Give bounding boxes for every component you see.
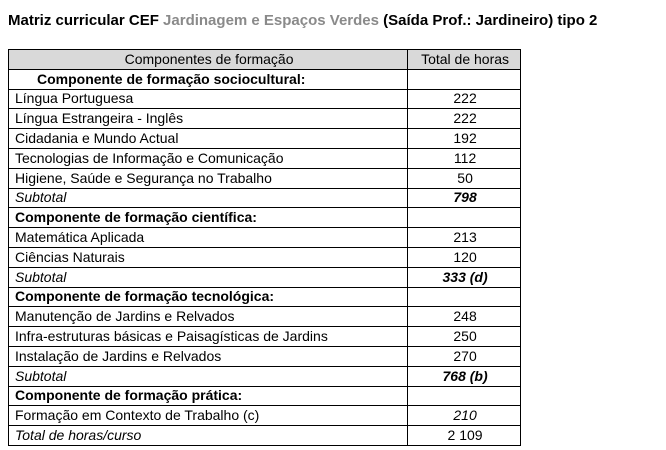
section-title: Componente de formação tecnológica: bbox=[9, 287, 408, 307]
table-row bbox=[9, 327, 521, 347]
subject-name: Instalação de Jardins e Relvados bbox=[9, 346, 408, 366]
subtotal-value: 768 (b) bbox=[408, 366, 521, 386]
section-header-tecnologica bbox=[9, 287, 521, 307]
total-value: 2 109 bbox=[408, 426, 521, 446]
section-header-cientifica bbox=[9, 208, 521, 228]
subtotal-value: 798 bbox=[408, 188, 521, 208]
section-hours-cell bbox=[408, 287, 521, 307]
section-hours-cell bbox=[408, 386, 521, 406]
subject-name: Higiene, Saúde e Segurança no Trabalho bbox=[9, 168, 408, 188]
section-title: Componente de formação sociocultural: bbox=[9, 69, 408, 89]
subtotal-label: Subtotal bbox=[9, 366, 408, 386]
subject-hours: 112 bbox=[408, 148, 521, 168]
section-hours-cell bbox=[408, 208, 521, 228]
table-row bbox=[9, 168, 521, 188]
total-label: Total de horas/curso bbox=[9, 426, 408, 446]
subtotal-label: Subtotal bbox=[9, 188, 408, 208]
subject-name: Língua Estrangeira - Inglês bbox=[9, 109, 408, 129]
subject-name: Ciências Naturais bbox=[9, 247, 408, 267]
title-suffix: (Saída Prof.: Jardineiro) tipo 2 bbox=[379, 12, 598, 29]
subject-name: Tecnologias de Informação e Comunicação bbox=[9, 148, 408, 168]
table-row bbox=[9, 247, 521, 267]
table-row bbox=[9, 89, 521, 109]
document-title bbox=[8, 12, 597, 29]
column-header-total-hours: Total de horas bbox=[408, 50, 521, 70]
subject-hours: 192 bbox=[408, 129, 521, 149]
section-hours-cell bbox=[408, 69, 521, 89]
subject-hours: 50 bbox=[408, 168, 521, 188]
subject-hours: 222 bbox=[408, 89, 521, 109]
subject-hours: 120 bbox=[408, 247, 521, 267]
section-header-pratica bbox=[9, 386, 521, 406]
subject-name: Infra-estruturas básicas e Paisagísticas de Jardins bbox=[9, 327, 408, 347]
subject-hours: 210 bbox=[408, 406, 521, 426]
subject-hours: 270 bbox=[408, 346, 521, 366]
section-title: Componente de formação prática: bbox=[9, 386, 408, 406]
table-row bbox=[9, 148, 521, 168]
subtotal-row bbox=[9, 267, 521, 287]
table-row bbox=[9, 346, 521, 366]
table-row bbox=[9, 109, 521, 129]
title-course-name: Jardinagem e Espaços Verdes bbox=[163, 12, 379, 29]
table-header-row bbox=[9, 50, 521, 70]
subject-hours: 248 bbox=[408, 307, 521, 327]
column-header-components: Componentes de formação bbox=[9, 50, 408, 70]
section-title: Componente de formação científica: bbox=[9, 208, 408, 228]
subject-hours: 222 bbox=[408, 109, 521, 129]
title-prefix: Matriz curricular CEF bbox=[8, 12, 164, 29]
table-row bbox=[9, 406, 521, 426]
subject-name: Cidadania e Mundo Actual bbox=[9, 129, 408, 149]
subject-name: Matemática Aplicada bbox=[9, 228, 408, 248]
subject-hours: 213 bbox=[408, 228, 521, 248]
subject-name: Formação em Contexto de Trabalho (c) bbox=[9, 406, 408, 426]
total-row bbox=[9, 426, 521, 446]
table-row bbox=[9, 307, 521, 327]
subtotal-row bbox=[9, 188, 521, 208]
subject-hours: 250 bbox=[408, 327, 521, 347]
subject-name: Língua Portuguesa bbox=[9, 89, 408, 109]
subtotal-row bbox=[9, 366, 521, 386]
subtotal-label: Subtotal bbox=[9, 267, 408, 287]
subtotal-value: 333 (d) bbox=[408, 267, 521, 287]
subject-name: Manutenção de Jardins e Relvados bbox=[9, 307, 408, 327]
section-header-sociocultural bbox=[9, 69, 521, 89]
curriculum-table bbox=[8, 49, 521, 446]
table-row bbox=[9, 129, 521, 149]
table-row bbox=[9, 228, 521, 248]
